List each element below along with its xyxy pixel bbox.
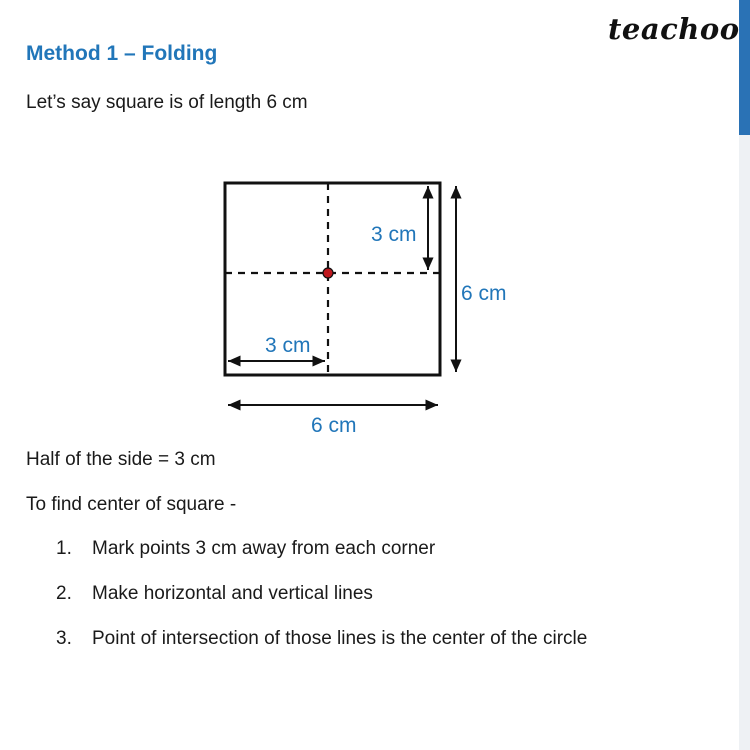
center-point: [323, 268, 333, 278]
label-top-right-3cm: 3 cm: [371, 223, 417, 246]
label-bottom-left-3cm: 3 cm: [265, 334, 311, 357]
intro-text: Let’s say square is of length 6 cm: [26, 92, 308, 113]
step-number: 3.: [56, 628, 72, 649]
step-text: Mark points 3 cm away from each corner: [92, 538, 436, 559]
label-bottom-6cm: 6 cm: [311, 414, 357, 437]
square-outline: [225, 183, 440, 375]
step-text: Make horizontal and vertical lines: [92, 583, 373, 604]
teachoo-logo: teachoo: [608, 12, 740, 46]
label-right-6cm: 6 cm: [461, 282, 507, 305]
half-side-text: Half of the side = 3 cm: [26, 449, 216, 470]
step-text: Point of intersection of those lines is the center of the circle: [92, 628, 588, 649]
page-title: Method 1 – Folding: [26, 42, 218, 65]
step-number: 1.: [56, 538, 72, 559]
find-center-heading: To find center of square -: [26, 494, 237, 515]
step-number: 2.: [56, 583, 72, 604]
